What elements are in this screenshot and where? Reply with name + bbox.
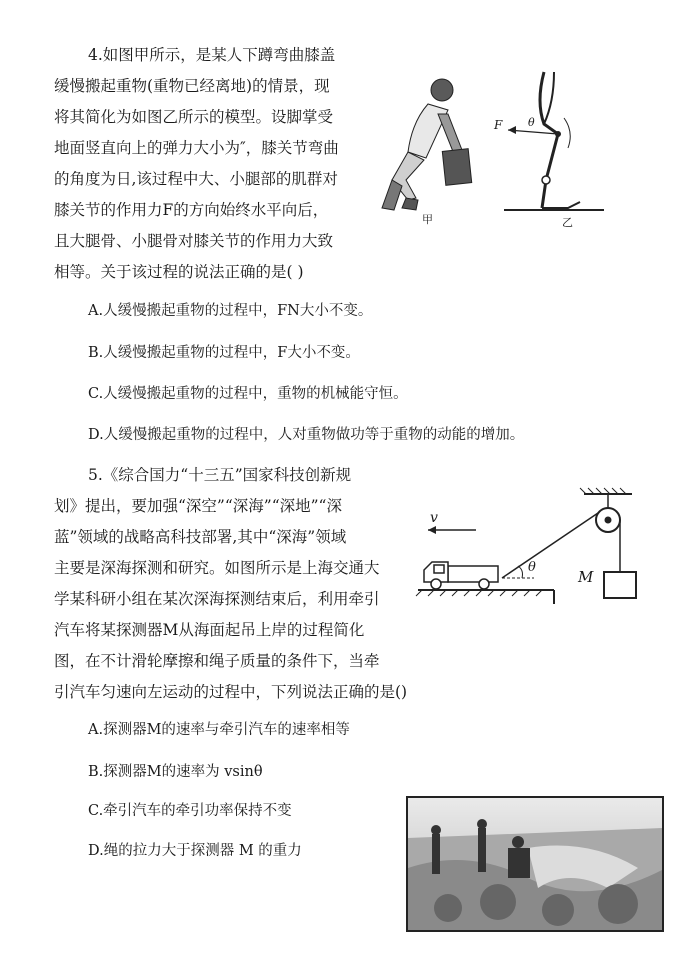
q5-line-5: 学某科研小组在某次深海探测结束后，利用牵引 <box>54 590 380 608</box>
q5-option-c: C.牵引汽车的牵引功率保持不变 <box>88 803 292 819</box>
mass-label-m: M <box>578 568 594 586</box>
pulley-figure-illustration <box>414 486 654 606</box>
q4-line-6: 膝关节的作用力F的方向始终水平向后， <box>54 201 329 219</box>
field-photo <box>406 796 664 932</box>
q4-option-b: B.人缓慢搬起重物的过程中，F大小不变。 <box>88 345 360 361</box>
q4-line-5: 的角度为日,该过程中大、小腿部的肌群对 <box>54 170 338 188</box>
angle-label-theta: θ <box>528 560 536 575</box>
q4-line-7: 且大腿骨、小腿骨对膝关节的作用力大致 <box>54 232 334 250</box>
velocity-label-v: v <box>430 510 438 526</box>
squat-figure-illustration <box>368 62 608 232</box>
q5-line-4: 主要是深海探测和研究。如图所示是上海交通大 <box>54 559 380 577</box>
force-label-f: F <box>494 118 503 132</box>
q4-line-4: 地面竖直向上的弹力大小为″，膝关节弯曲 <box>54 139 339 157</box>
angle-label-theta: θ <box>528 116 535 129</box>
q5-line-2: 划》提出，要加强“深空”“深海”“深地”“深 <box>54 497 342 515</box>
q5-line-1: 5.《综合国力“十三五”国家科技创新规 <box>88 466 352 484</box>
q4-line-8: 相等。关于该过程的说法正确的是( ) <box>54 263 304 281</box>
field-photo-image <box>408 798 662 930</box>
q4-line-1: 4.如图甲所示，是某人下蹲弯曲膝盖 <box>88 46 336 64</box>
q5-figure <box>414 486 654 606</box>
q4-line-3: 将其简化为如图乙所示的模型。设脚掌受 <box>54 108 334 126</box>
q5-option-b: B.探测器M的速率为 vsinθ <box>88 764 263 780</box>
q5-option-a: A.探测器M的速率与牵引汽车的速率相等 <box>88 722 350 738</box>
q5-line-6: 汽车将某探测器M从海面起吊上岸的过程简化 <box>54 621 365 639</box>
q4-option-a: A.人缓慢搬起重物的过程中，FN大小不变。 <box>88 303 373 319</box>
q5-line-7: 图，在不计滑轮摩擦和绳子质量的条件下，当牵 <box>54 652 380 670</box>
q5-line-3: 蓝”领域的战略高科技部署,其中“深海”领域 <box>54 528 347 546</box>
q5-line-8: 引汽车匀速向左运动的过程中，下列说法正确的是() <box>54 683 408 701</box>
figure-caption-jia: 甲 <box>422 213 433 226</box>
q4-figure <box>368 62 608 232</box>
figure-caption-yi: 乙 <box>562 216 573 229</box>
q4-line-2: 缓慢搬起重物(重物已经离地)的情景，现 <box>54 77 330 95</box>
q4-option-c: C.人缓慢搬起重物的过程中，重物的机械能守恒。 <box>88 386 408 402</box>
q4-option-d: D.人缓慢搬起重物的过程中，人对重物做功等于重物的动能的增加。 <box>88 427 525 443</box>
q5-option-d: D.绳的拉力大于探测器 M 的重力 <box>88 843 302 859</box>
